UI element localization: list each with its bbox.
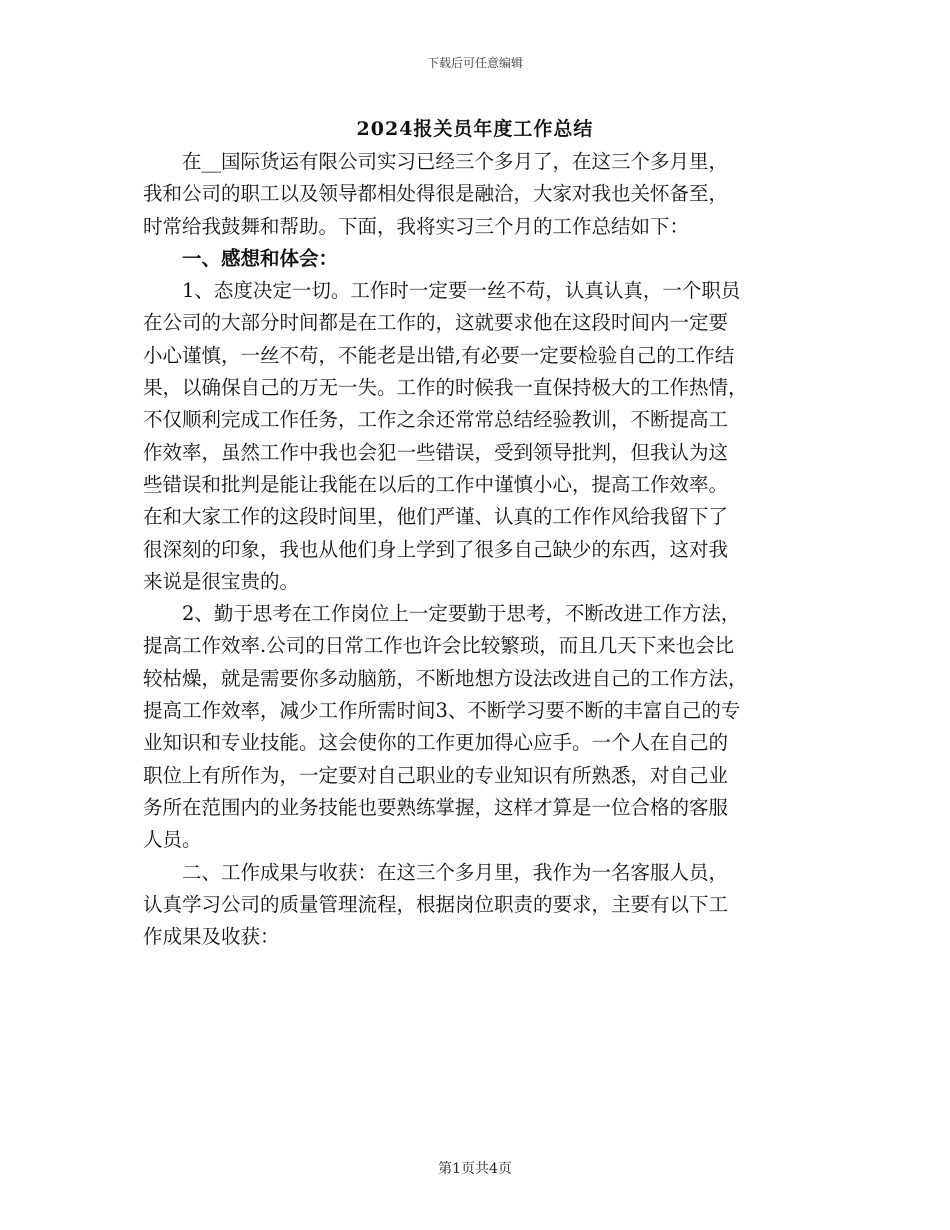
page-number-footer: 第1页共4页 [438, 1161, 512, 1177]
paragraph-line: 二、工作成果与收获：在这三个多月里，我作为一名客服人员， [182, 860, 729, 884]
paragraph-line: 1、态度决定一切。工作时一定要一丝不苟，认真认真，一个职员 [182, 279, 741, 303]
paragraph-line: 提高工作效率，减少工作所需时间3、不断学习要不断的丰富自己的专 [143, 699, 741, 723]
paragraph-line: 务所在范围内的业务技能也要熟练掌握，这样才算是一位合格的客服 [143, 795, 729, 819]
paragraph-line: 2、勤于思考在工作岗位上一定要勤于思考，不断改进工作方法， [182, 602, 741, 626]
paragraph-line: 小心谨慎，一丝不苟，不能老是出错,有必要一定要检验自己的工作结 [143, 343, 735, 367]
paragraph-line: 些错误和批判是能让我能在以后的工作中谨慎小心，提高工作效率。 [143, 472, 729, 496]
section-heading: 一、感想和体会： [182, 246, 339, 270]
document-title: 2024报关员年度工作总结 [356, 118, 594, 140]
paragraph-line: 在和大家工作的这段时间里，他们严谨、认真的工作作风给我留下了 [143, 505, 729, 529]
paragraph-line: 很深刻的印象，我也从他们身上学到了很多自己缺少的东西，这对我 [143, 537, 729, 561]
paragraph-line: 来说是很宝贵的。 [143, 569, 300, 593]
document-body [143, 146, 810, 953]
paragraph-line: 时常给我鼓舞和帮助。下面，我将实习三个月的工作总结如下： [143, 214, 690, 238]
paragraph-line: 作成果及收获： [143, 925, 280, 949]
paragraph-line: 提高工作效率.公司的日常工作也许会比较繁琐，而且几天下来也会比 [143, 634, 735, 658]
paragraph-line: 人员。 [143, 828, 202, 852]
paragraph-line: 果，以确保自己的万无一失。工作的时候我一直保持极大的工作热情， [143, 376, 748, 400]
paragraph-line: 认真学习公司的质量管理流程，根据岗位职责的要求，主要有以下工 [143, 892, 729, 916]
paragraph-line: 业知识和专业技能。这会使你的工作更加得心应手。一个人在自己的 [143, 731, 729, 755]
paragraph-line: 不仅顺利完成工作任务，工作之余还常常总结经验教训，不断提高工 [143, 408, 729, 432]
paragraph-line: 在__国际货运有限公司实习已经三个多月了，在这三个多月里， [182, 150, 729, 173]
paragraph-line: 较枯燥，就是需要你多动脑筋，不断地想方设法改进自己的工作方法， [143, 666, 748, 690]
paragraph-line: 职位上有所作为，一定要对自己职业的专业知识有所熟悉，对自己业 [143, 763, 729, 787]
header-note: 下载后可任意编辑 [426, 56, 523, 70]
paragraph-line: 作效率，虽然工作中我也会犯一些错误，受到领导批判，但我认为这 [143, 440, 729, 464]
paragraph-line: 我和公司的职工以及领导都相处得很是融洽，大家对我也关怀备至， [143, 182, 729, 206]
paragraph-line: 在公司的大部分时间都是在工作的，这就要求他在这段时间内一定要 [143, 311, 729, 335]
